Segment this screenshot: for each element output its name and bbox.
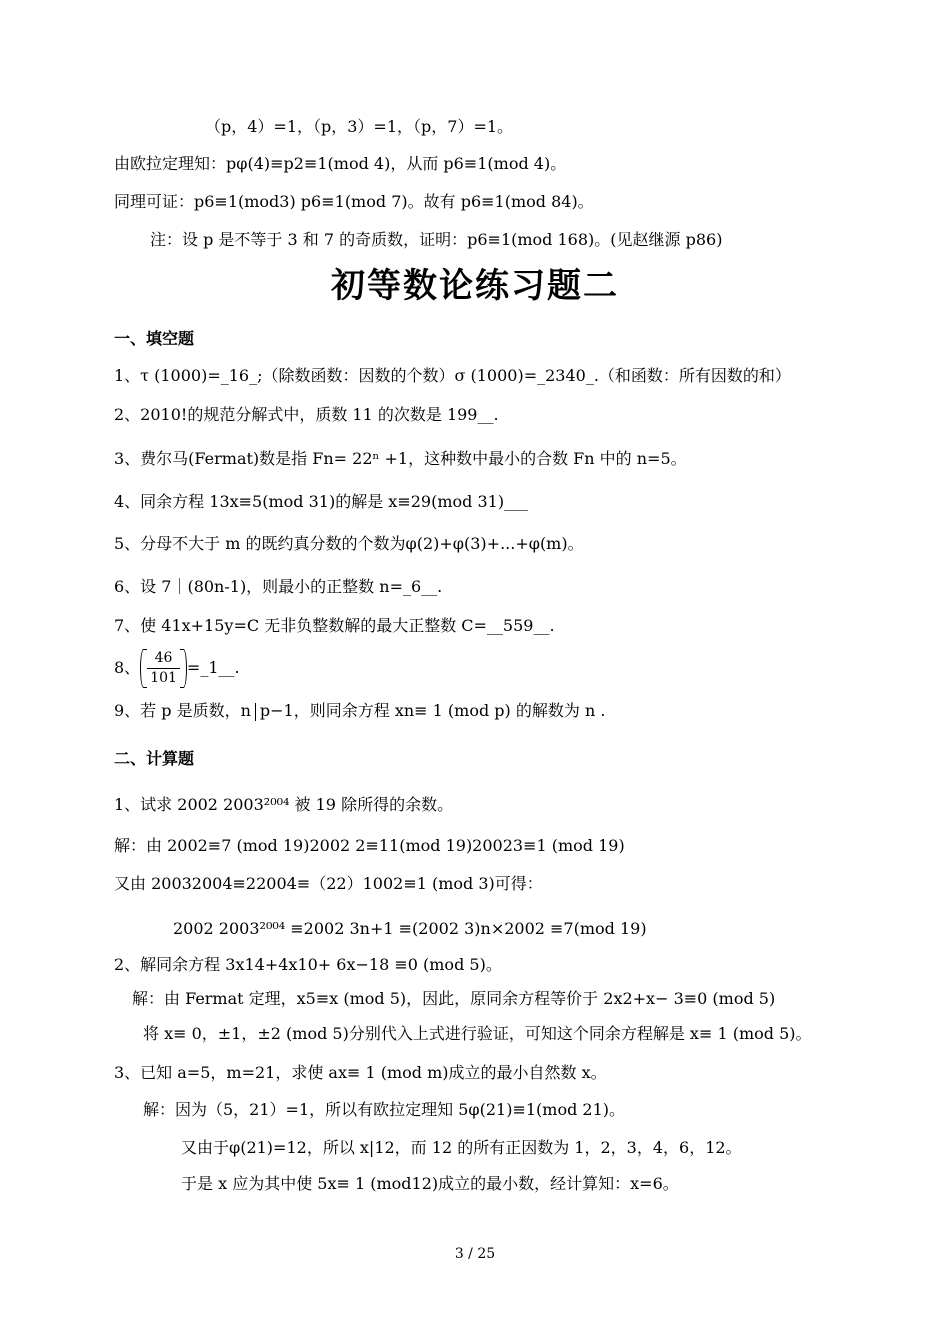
calc-3-step-1: 解：因为（5，21）=1，所以有欧拉定理知 5φ(21)≡1(mod 21)。 — [143, 1100, 626, 1119]
fill-question-2: 2、2010!的规范分解式中，质数 11 的次数是 199__. — [114, 405, 499, 424]
section-heading-fill: 一、填空题 — [114, 329, 195, 348]
legendre-numerator: 46 — [147, 649, 180, 669]
calc-3-step-2: 又由于φ(21)=12，所以 x|12，而 12 的所有正因数为 1，2，3，4，6，12。 — [181, 1138, 742, 1157]
fill-question-9 — [114, 700, 605, 722]
fill-question-3: 3、费尔马(Fermat)数是指 Fn= 22ⁿ +1，这种数中最小的合数 Fn 中的 n=5。 — [114, 449, 687, 468]
fill-question-7: 7、使 41x+15y=C 无非负整数解的最大正整数 C=__559__. — [114, 616, 555, 635]
fill-question-5: 5、分母不大于 m 的既约真分数的个数为φ(2)+φ(3)+...+φ(m)。 — [114, 534, 584, 553]
legendre-denominator: 101 — [150, 670, 177, 686]
calc-question-1: 1、试求 2002 2003²⁰⁰⁴ 被 19 除所得的余数。 — [114, 795, 454, 814]
calc-3-step-3: 于是 x 应为其中使 5x≡ 1 (mod12)成立的最小数，经计算知：x=6。 — [181, 1174, 679, 1193]
calc-2-step-2: 将 x≡ 0，±1，±2 (mod 5)分别代入上式进行验证，可知这个同余方程解是 x≡ 1 (mod 5)。 — [143, 1024, 812, 1043]
calc-1-step-1: 解：由 2002≡7 (mod 19)2002 2≡11(mod 19)20023≡1 (mod 19) — [114, 836, 625, 855]
fill-question-1: 1、τ (1000)=_16_;（除数函数：因数的个数）σ (1000)=_2340_.（和函数：所有因数的和） — [114, 366, 791, 385]
calc-question-3: 3、已知 a=5，m=21，求使 ax≡ 1 (mod m)成立的最小自然数 x。 — [114, 1063, 607, 1082]
q9-part-a: 9、若 p 是质数，n — [114, 701, 251, 720]
fill-question-4: 4、同余方程 13x≡5(mod 31)的解是 x≡29(mod 31)___ — [114, 492, 529, 511]
q8-prefix: 8、 — [114, 658, 141, 677]
calc-1-step-3: 2002 2003²⁰⁰⁴ ≡2002 3n+1 ≡(2002 3)n×2002 ≡7(mod 19) — [173, 919, 647, 938]
fill-question-6: 6、设 7｜(80n-1)，则最小的正整数 n=_6__. — [114, 577, 443, 596]
text-line-1: （p，4）=1，（p，3）=1，（p，7）=1。 — [205, 117, 514, 136]
q8-suffix: =_1__. — [186, 658, 240, 677]
calc-question-2: 2、解同余方程 3x14+4x10+ 6x−18 ≡0 (mod 5)。 — [114, 955, 502, 974]
text-line-3: 同理可证：p6≡1(mod3) p6≡1(mod 7)。故有 p6≡1(mod 84)。 — [114, 192, 594, 211]
calc-1-step-2: 又由 20032004≡22004≡（22）1002≡1 (mod 3)可得： — [114, 874, 543, 893]
page-title: 初等数论练习题二 — [331, 266, 619, 306]
q9-part-b: p−1，则同余方程 xn≡ 1 (mod p) 的解数为 n . — [259, 701, 606, 720]
text-line-2: 由欧拉定理知：pφ(4)≡p2≡1(mod 4)，从而 p6≡1(mod 4)。 — [114, 154, 567, 173]
legendre-symbol — [140, 649, 187, 688]
calc-2-step-1: 解：由 Fermat 定理，x5≡x (mod 5)，因此，原同余方程等价于 2x2+x− 3≡0 (mod 5) — [132, 989, 776, 1008]
fill-question-8 — [114, 648, 240, 688]
divides-bar — [255, 703, 256, 721]
note-line: 注：设 p 是不等于 3 和 7 的奇质数，证明：p6≡1(mod 168)。(见赵继源 p86) — [150, 230, 723, 249]
section-heading-calc: 二、计算题 — [114, 749, 195, 768]
page-number: 3 / 25 — [454, 1246, 496, 1262]
